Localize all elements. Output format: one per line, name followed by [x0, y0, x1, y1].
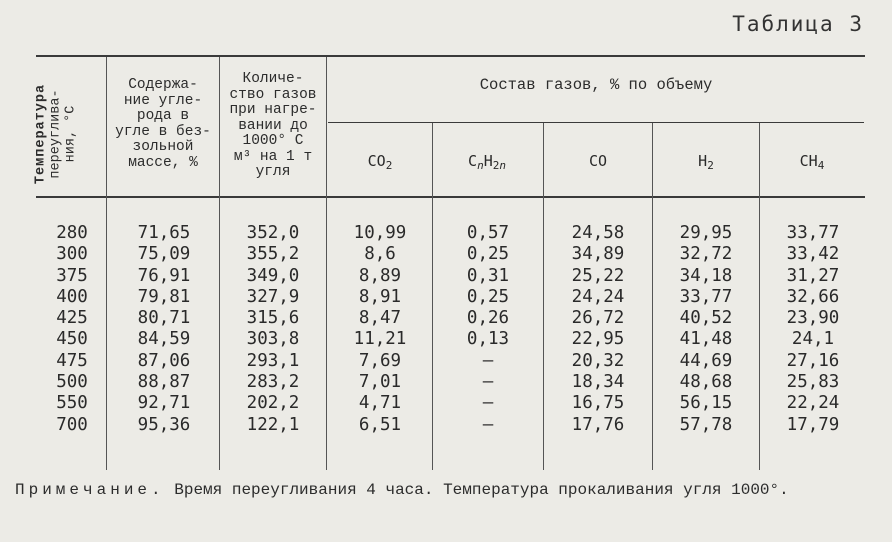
- cell-temp: 375: [56, 265, 88, 286]
- header-gas-line: 1000° C: [242, 133, 304, 149]
- column-ch4: [761, 223, 865, 436]
- cell-h2: 41,48: [679, 329, 733, 350]
- col-divider-7: [759, 123, 760, 470]
- cell-temp: 450: [56, 329, 88, 350]
- cell-h2: 32,72: [679, 244, 733, 265]
- cell-cnh2n: 0,31: [466, 265, 510, 286]
- cell-co2: 7,69: [358, 350, 402, 371]
- cell-cnh2n: —: [482, 350, 494, 371]
- cell-temp: 500: [56, 372, 88, 393]
- cell-gas: 202,2: [246, 393, 300, 414]
- cell-ch4: 22,24: [786, 393, 840, 414]
- cell-h2: 48,68: [679, 372, 733, 393]
- header-temperature-line2: переуглива-: [48, 89, 64, 179]
- cell-co2: 10,99: [353, 223, 407, 243]
- header-carbon-line: угле в без-: [115, 123, 211, 140]
- header-gas-line: угля: [255, 164, 291, 180]
- cell-cnh2n: 0,57: [466, 223, 510, 243]
- header-gas-line: ство газов: [229, 86, 317, 103]
- cell-co2: 4,71: [358, 393, 402, 414]
- table-caption: Таблица 3: [732, 12, 864, 36]
- subheader-co: CO: [588, 152, 608, 170]
- col-divider-1: [106, 57, 107, 470]
- cell-gas: 293,1: [246, 350, 300, 371]
- cell-carbon: 87,06: [137, 350, 191, 371]
- column-co2: [328, 223, 432, 436]
- cell-temp: 300: [56, 244, 88, 265]
- column-carbon: [110, 223, 218, 436]
- cell-ch4: 33,77: [786, 223, 840, 243]
- cell-cnh2n: —: [482, 372, 494, 393]
- cell-gas: 349,0: [246, 265, 300, 286]
- cell-carbon: 80,71: [137, 308, 191, 329]
- cell-ch4: 25,83: [786, 372, 840, 393]
- top-rule: [36, 55, 865, 57]
- header-carbon: [108, 78, 218, 171]
- column-temperature: [40, 223, 104, 436]
- cell-cnh2n: 0,13: [466, 329, 510, 350]
- cell-co: 24,24: [571, 286, 625, 307]
- cell-carbon: 71,65: [137, 223, 191, 243]
- cell-co2: 6,51: [358, 414, 402, 435]
- cell-co: 22,95: [571, 329, 625, 350]
- cell-co2: 8,6: [364, 244, 396, 265]
- cell-cnh2n: 0,25: [466, 244, 510, 265]
- header-gas-line: при нагре-: [229, 102, 317, 118]
- subheader-co2: $CO_2$: [367, 152, 393, 172]
- subheader-h2: $H_2$: [698, 152, 714, 172]
- cell-ch4: 32,66: [786, 286, 840, 307]
- cell-ch4: 17,79: [786, 414, 840, 435]
- cell-ch4: 24,1: [791, 329, 835, 350]
- header-temperature-line3: ния, °C: [63, 105, 79, 163]
- cell-co: 25,22: [571, 265, 625, 286]
- cell-gas: 327,9: [246, 286, 300, 307]
- cell-co2: 7,01: [358, 372, 402, 393]
- header-carbon-line: массе, %: [128, 154, 198, 171]
- composition-rule: [328, 122, 864, 123]
- cell-ch4: 31,27: [786, 265, 840, 286]
- cell-gas: 355,2: [246, 244, 300, 265]
- cell-carbon: 76,91: [137, 265, 191, 286]
- cell-carbon: 95,36: [137, 414, 191, 435]
- header-gas-line: Количе-: [242, 71, 304, 87]
- cell-h2: 34,18: [679, 265, 733, 286]
- column-cnh2n: [434, 223, 542, 436]
- header-bottom-rule: [36, 196, 865, 198]
- cell-co: 24,58: [571, 223, 625, 243]
- header-carbon-line: ние угле-: [123, 92, 203, 109]
- cell-gas: 283,2: [246, 372, 300, 393]
- cell-co2: 11,21: [353, 329, 407, 350]
- col-divider-6: [652, 123, 653, 470]
- cell-co: 26,72: [571, 308, 625, 329]
- cell-h2: 40,52: [679, 308, 733, 329]
- cell-gas: 122,1: [246, 414, 300, 435]
- header-gas-amount: [220, 72, 326, 181]
- cell-temp: 400: [56, 286, 88, 307]
- header-temperature-line1: Температура: [33, 83, 49, 185]
- subheader-ch4-text: CH: [799, 152, 818, 170]
- header-gas-line: вании до: [238, 117, 308, 134]
- cell-h2: 44,69: [679, 350, 733, 371]
- subheader-cnh2n-text: C: [468, 152, 478, 170]
- cell-co: 17,76: [571, 414, 625, 435]
- cell-co: 34,89: [571, 244, 625, 265]
- header-carbon-line: рода в: [136, 108, 190, 124]
- cell-h2: 57,78: [679, 414, 733, 435]
- cell-gas: 303,8: [246, 329, 300, 350]
- cell-ch4: 27,16: [786, 350, 840, 371]
- cell-temp: 700: [56, 414, 88, 435]
- cell-ch4: 23,90: [786, 308, 840, 329]
- note-label: Примечание.: [15, 481, 165, 499]
- cell-gas: 352,0: [246, 223, 300, 243]
- cell-co: 18,34: [571, 372, 625, 393]
- subheader-ch4: $CH_4$: [799, 152, 825, 172]
- column-h2: [654, 223, 758, 436]
- cell-carbon: 84,59: [137, 329, 191, 350]
- cell-gas: 315,6: [246, 308, 300, 329]
- cell-temp: 550: [56, 393, 88, 414]
- header-carbon-line: Содержа-: [128, 77, 198, 93]
- header-gas-line: м³ на 1 т: [233, 148, 313, 165]
- subheader-h2-text: H: [698, 152, 708, 170]
- cell-co2: 8,47: [358, 308, 402, 329]
- col-divider-4: [432, 123, 433, 470]
- header-composition: Состав газов, % по объему: [479, 76, 713, 94]
- cell-h2: 33,77: [679, 286, 733, 307]
- cell-carbon: 88,87: [137, 372, 191, 393]
- subheader-co2-text: CO: [367, 152, 386, 170]
- cell-co2: 8,91: [358, 286, 402, 307]
- cell-co: 20,32: [571, 350, 625, 371]
- cell-h2: 56,15: [679, 393, 733, 414]
- column-co: [545, 223, 651, 436]
- subheader-cnh2n: $C_nH_{2n}$: [468, 152, 506, 172]
- cell-carbon: 75,09: [137, 244, 191, 265]
- cell-temp: 475: [56, 350, 88, 371]
- cell-cnh2n: —: [482, 393, 494, 414]
- cell-ch4: 33,42: [786, 244, 840, 265]
- col-divider-5: [543, 123, 544, 470]
- header-carbon-line: зольной: [132, 139, 194, 155]
- cell-cnh2n: —: [482, 414, 494, 435]
- col-divider-3: [326, 57, 327, 470]
- header-temperature: [34, 64, 79, 204]
- cell-temp: 425: [56, 308, 88, 329]
- cell-cnh2n: 0,25: [466, 286, 510, 307]
- column-gas-amount: [221, 223, 325, 436]
- note-text: Время переугливания 4 часа. Температура прокаливания угля 1000°.: [174, 481, 789, 499]
- cell-h2: 29,95: [679, 223, 733, 243]
- cell-co: 16,75: [571, 393, 625, 414]
- cell-cnh2n: 0,26: [466, 308, 510, 329]
- cell-carbon: 92,71: [137, 393, 191, 414]
- table-note: [15, 480, 885, 500]
- cell-carbon: 79,81: [137, 286, 191, 307]
- cell-co2: 8,89: [358, 265, 402, 286]
- cell-temp: 280: [56, 223, 88, 243]
